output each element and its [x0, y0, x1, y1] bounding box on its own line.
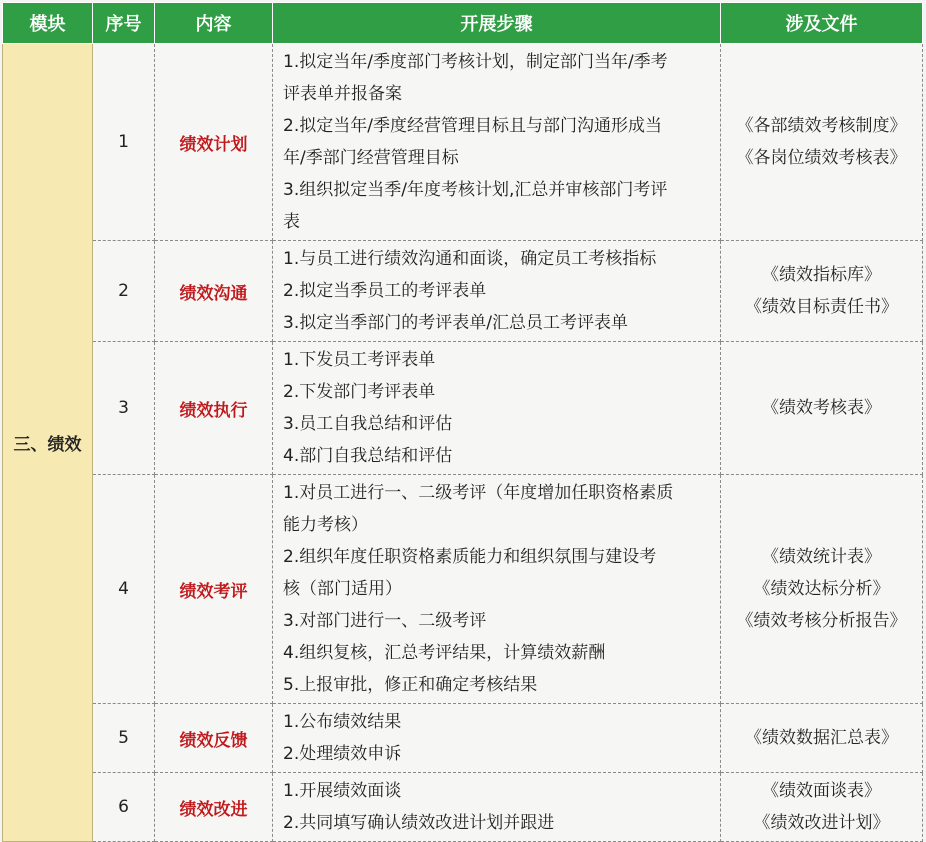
file-reference: 《绩效数据汇总表》: [745, 728, 898, 748]
performance-table: [2, 2, 923, 842]
table-row: [3, 475, 923, 704]
seq-cell: 2: [93, 241, 155, 342]
step-line: 3.拟定当季部门的考评表单/汇总员工考评表单: [283, 313, 628, 333]
step-line: 3.组织拟定当季/年度考核计划,汇总并审核部门考评: [283, 180, 668, 200]
file-reference: 《绩效考核表》: [762, 398, 881, 418]
content-cell: 绩效改进: [155, 773, 273, 842]
step-line: 2.下发部门考评表单: [283, 382, 436, 402]
step-line: 2.拟定当季员工的考评表单: [283, 281, 487, 301]
step-line: 2.组织年度任职资格素质能力和组织氛围与建设考: [283, 547, 657, 567]
file-reference: 《绩效目标责任书》: [745, 297, 898, 317]
content-cell: 绩效反馈: [155, 704, 273, 773]
step-line: 5.上报审批，修正和确定考核结果: [283, 675, 538, 695]
step-line: 核（部门适用）: [283, 579, 402, 599]
file-reference: 《绩效考核分析报告》: [736, 611, 907, 631]
header-module: 模块: [3, 3, 93, 44]
step-line: 表: [283, 212, 300, 232]
seq-cell: 6: [93, 773, 155, 842]
file-reference: 《绩效统计表》: [762, 547, 881, 567]
header-seq: 序号: [93, 3, 155, 44]
table-row: [3, 704, 923, 773]
step-line: 能力考核）: [283, 515, 368, 535]
files-cell: [721, 704, 923, 773]
table-row: [3, 773, 923, 842]
step-line: 4.部门自我总结和评估: [283, 446, 453, 466]
header-steps: 开展步骤: [273, 3, 721, 44]
step-line: 年/季部门经营管理目标: [283, 148, 459, 168]
step-line: 1.公布绩效结果: [283, 712, 402, 732]
header-content: 内容: [155, 3, 273, 44]
content-cell: 绩效计划: [155, 44, 273, 241]
step-line: 2.处理绩效申诉: [283, 744, 402, 764]
content-cell: 绩效考评: [155, 475, 273, 704]
table-row: [3, 241, 923, 342]
step-line: 2.共同填写确认绩效改进计划并跟进: [283, 813, 555, 833]
content-cell: 绩效执行: [155, 342, 273, 475]
content-cell: 绩效沟通: [155, 241, 273, 342]
steps-cell: [273, 475, 721, 704]
files-cell: [721, 44, 923, 241]
seq-cell: 4: [93, 475, 155, 704]
steps-cell: [273, 44, 721, 241]
files-cell: [721, 773, 923, 842]
file-reference: 《绩效指标库》: [762, 265, 881, 285]
seq-cell: 5: [93, 704, 155, 773]
steps-cell: [273, 704, 721, 773]
steps-cell: [273, 241, 721, 342]
step-line: 1.与员工进行绩效沟通和面谈，确定员工考核指标: [283, 249, 657, 269]
seq-cell: 1: [93, 44, 155, 241]
file-reference: 《各部绩效考核制度》: [736, 116, 907, 136]
file-reference: 《绩效达标分析》: [753, 579, 890, 599]
file-reference: 《绩效改进计划》: [753, 813, 890, 833]
table-row: [3, 44, 923, 241]
step-line: 1.拟定当年/季度部门考核计划，制定部门当年/季考: [283, 52, 668, 72]
step-line: 2.拟定当年/季度经营管理目标且与部门沟通形成当: [283, 116, 662, 136]
files-cell: [721, 342, 923, 475]
header-row: [3, 3, 923, 44]
step-line: 1.下发员工考评表单: [283, 350, 436, 370]
step-line: 评表单并报备案: [283, 84, 402, 104]
table-body: [3, 44, 923, 842]
step-line: 3.员工自我总结和评估: [283, 414, 453, 434]
step-line: 3.对部门进行一、二级考评: [283, 611, 487, 631]
file-reference: 《绩效面谈表》: [762, 781, 881, 801]
steps-cell: [273, 342, 721, 475]
step-line: 4.组织复核，汇总考评结果，计算绩效薪酬: [283, 643, 606, 663]
files-cell: [721, 475, 923, 704]
step-line: 1.开展绩效面谈: [283, 781, 402, 801]
seq-cell: 3: [93, 342, 155, 475]
step-line: 1.对员工进行一、二级考评（年度增加任职资格素质: [283, 483, 674, 503]
file-reference: 《各岗位绩效考核表》: [736, 148, 907, 168]
steps-cell: [273, 773, 721, 842]
table-row: [3, 342, 923, 475]
files-cell: [721, 241, 923, 342]
header-files: 涉及文件: [721, 3, 923, 44]
module-cell: 三、绩效: [3, 44, 93, 842]
